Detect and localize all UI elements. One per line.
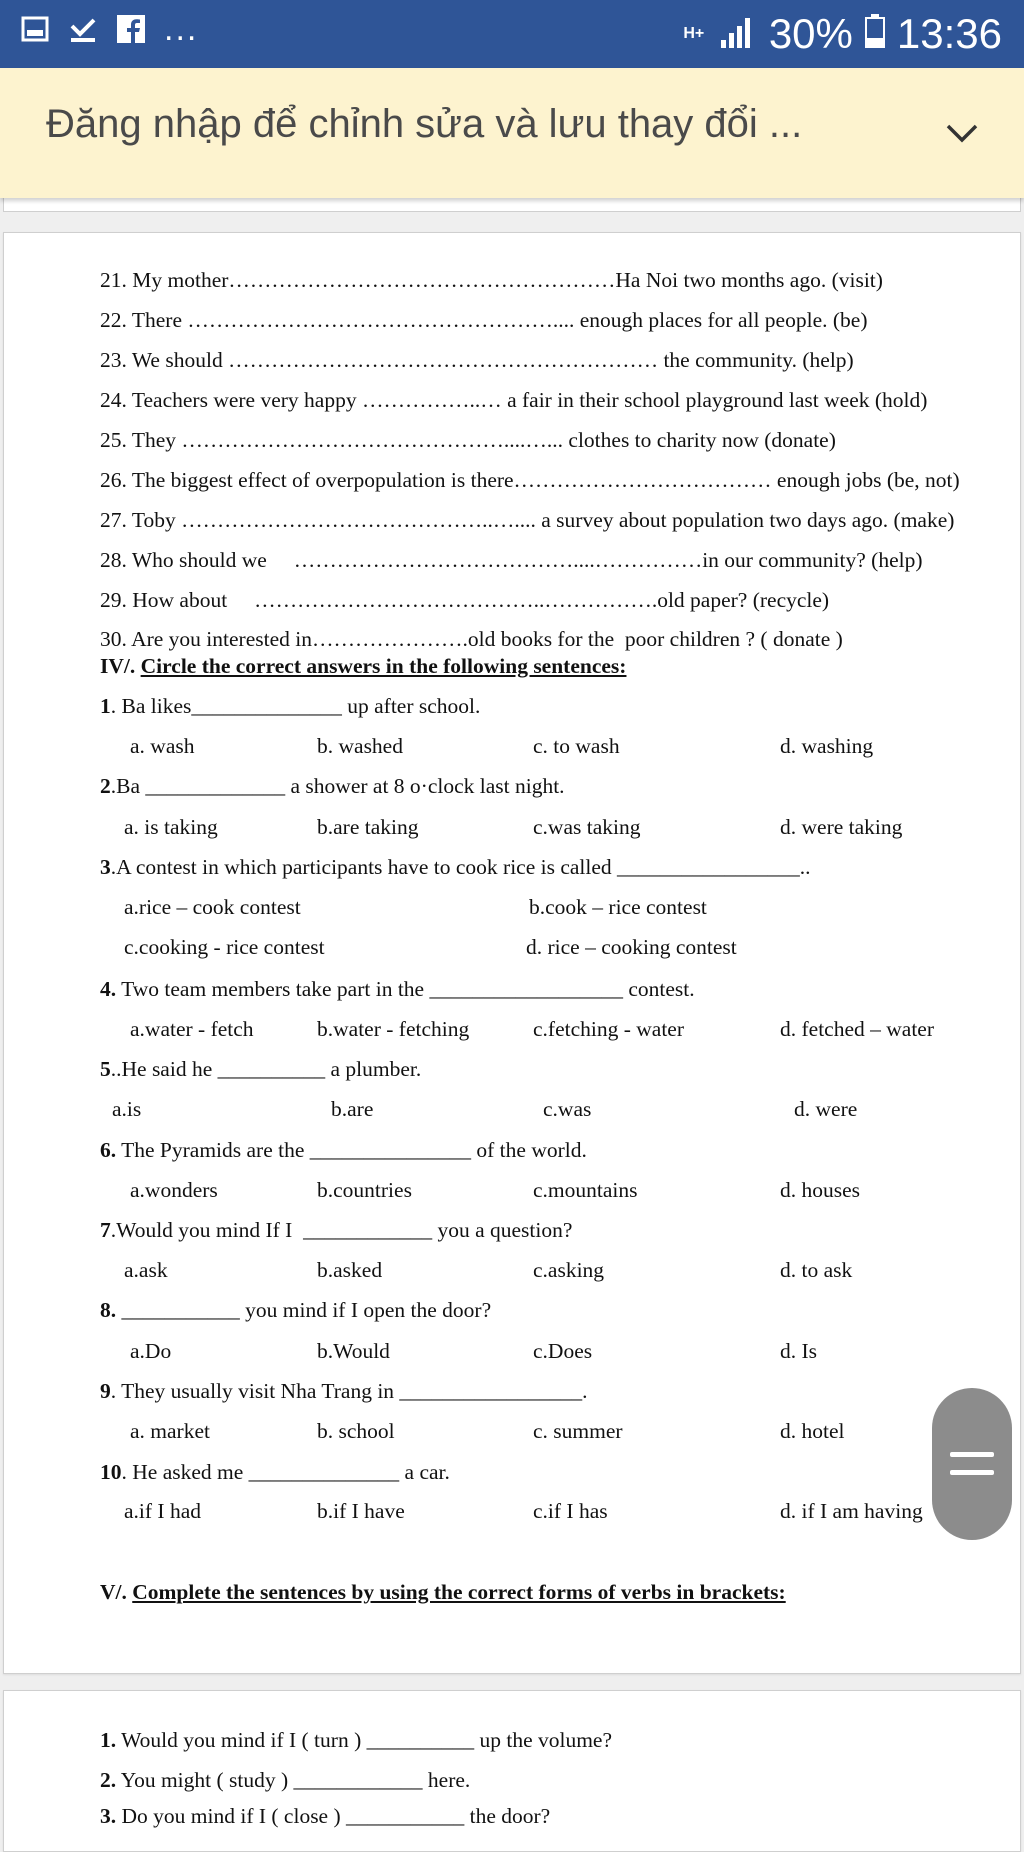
question-7-option-a: a.ask <box>124 1258 168 1282</box>
grip-line-icon <box>950 1470 994 1475</box>
question-1-option-b: b. washed <box>317 734 403 758</box>
question-number: 1. <box>100 1728 117 1752</box>
question-2-option-b: b.are taking <box>317 815 419 839</box>
question-3-option-a: a.rice – cook contest <box>124 895 301 919</box>
document-page <box>3 1690 1021 1852</box>
question-4-option-c: c.fetching - water <box>533 1017 685 1041</box>
question-text: . He asked me ______________ a car. <box>121 1460 450 1484</box>
question-4-option-b: b.water - fetching <box>317 1017 470 1041</box>
scroll-handle[interactable] <box>932 1388 1012 1540</box>
facebook-icon <box>116 14 146 44</box>
previous-page-edge <box>3 196 1021 212</box>
question-number: 6. <box>100 1138 117 1162</box>
question-3 <box>100 854 811 880</box>
section-5-prefix: V/. <box>100 1580 133 1604</box>
question-text: The Pyramids are the _______________ of the world. <box>116 1138 587 1162</box>
question-6-option-b: b.countries <box>317 1178 412 1202</box>
question-8-option-d: d. Is <box>780 1339 818 1363</box>
exercise-line-22: 22. There …………………………………………….... enough places for all people. (be) <box>100 308 868 332</box>
question-text: Do you mind if I ( close ) ___________ the door? <box>116 1804 551 1828</box>
question-number: 4. <box>100 977 117 1001</box>
question-text: ___________ you mind if I open the door? <box>116 1298 492 1322</box>
question-10-option-d: d. if I am having <box>780 1499 923 1523</box>
question-9-option-d: d. hotel <box>780 1419 845 1443</box>
exercise-line-29: 29. How about …………………………………..…………….old paper? (recycle) <box>100 588 830 612</box>
question-10-option-c: c.if I has <box>533 1499 608 1523</box>
question-9-option-b: b. school <box>317 1419 395 1443</box>
section-5-heading <box>100 1579 786 1605</box>
question-9 <box>100 1378 588 1404</box>
question-1-option-d: d. washing <box>780 734 874 758</box>
question-3-option-b: b.cook – rice contest <box>529 895 707 919</box>
question-9-option-c: c. summer <box>533 1419 623 1443</box>
question-text: .Ba _____________ a shower at 8 o·clock last night. <box>110 774 565 798</box>
battery-icon <box>865 10 885 58</box>
page2-line-3 <box>100 1803 550 1829</box>
section-4-prefix: IV/. <box>100 654 141 678</box>
question-8-option-a: a.Do <box>130 1339 172 1363</box>
exercise-line-23: 23. We should …………………………………………………… the community. (help) <box>100 348 854 372</box>
question-4-option-a: a.water - fetch <box>130 1017 254 1041</box>
question-10-option-a: a.if I had <box>124 1499 202 1523</box>
question-number: 2. <box>100 1768 117 1792</box>
exercise-line-21: 21. My mother………………………………………………Ha Noi two months ago. (visit) <box>100 268 883 292</box>
chevron-down-icon[interactable] <box>942 114 982 154</box>
question-text: Two team members take part in the __________________ contest. <box>116 977 695 1001</box>
image-icon <box>20 14 50 44</box>
question-3-option-d: d. rice – cooking contest <box>526 935 737 959</box>
signal-icon <box>719 10 757 58</box>
question-number: 3. <box>100 1804 117 1828</box>
clock-time: 13:36 <box>896 10 1002 57</box>
question-text: . They usually visit Nha Trang in _________________. <box>110 1379 588 1403</box>
question-7-option-d: d. to ask <box>780 1258 853 1282</box>
network-type-indicator: H+ <box>683 25 705 42</box>
page2-line-1 <box>100 1727 612 1753</box>
question-4 <box>100 976 695 1002</box>
question-number: 9 <box>100 1379 111 1403</box>
question-text: ..He said he __________ a plumber. <box>110 1057 422 1081</box>
grip-line-icon <box>950 1452 994 1457</box>
question-4-option-d: d. fetched – water <box>780 1017 935 1041</box>
question-number: 5 <box>100 1057 111 1081</box>
exercise-line-24: 24. Teachers were very happy ……………..… a fair in their school playground last week (hold) <box>100 388 928 412</box>
question-10-option-b: b.if I have <box>317 1499 405 1523</box>
question-8-option-b: b.Would <box>317 1339 390 1363</box>
question-number: 3 <box>100 855 111 879</box>
question-1-option-a: a. wash <box>130 734 195 758</box>
battery-percent: 30% <box>768 10 853 57</box>
question-5-option-d: d. were <box>794 1097 858 1121</box>
sign-in-banner-text[interactable]: Đăng nhập để chỉnh sửa và lưu thay đổi ... <box>46 102 803 146</box>
question-9-option-a: a. market <box>130 1419 210 1443</box>
question-2-option-a: a. is taking <box>124 815 218 839</box>
section-4-title: Circle the correct answers in the following sentences: <box>140 654 627 678</box>
question-number: 1 <box>100 694 111 718</box>
question-5 <box>100 1056 421 1082</box>
question-2-option-c: c.was taking <box>533 815 641 839</box>
question-6-option-a: a.wonders <box>130 1178 218 1202</box>
document-page <box>3 232 1021 1674</box>
exercise-line-26: 26. The biggest effect of overpopulation is there……………………………… enough jobs (be, not) <box>100 468 960 492</box>
question-number: 2 <box>100 774 111 798</box>
page2-line-2 <box>100 1767 470 1793</box>
exercise-line-27: 27. Toby ……………………………………..….... a survey about population two days ago. (make) <box>100 508 955 532</box>
question-number: 10 <box>100 1460 122 1484</box>
question-5-option-a: a.is <box>112 1097 142 1121</box>
question-8 <box>100 1297 491 1323</box>
section-4-heading <box>100 653 626 679</box>
question-number: 8. <box>100 1298 117 1322</box>
exercise-line-25: 25. They ………………………………………....…... clothes to charity now (donate) <box>100 428 836 452</box>
question-2 <box>100 773 565 799</box>
question-3-option-c: c.cooking - rice contest <box>124 935 325 959</box>
question-2-option-d: d. were taking <box>780 815 903 839</box>
question-5-option-c: c.was <box>543 1097 592 1121</box>
more-notifications: ... <box>164 10 199 48</box>
question-number: 7 <box>100 1218 111 1242</box>
question-6-option-d: d. houses <box>780 1178 861 1202</box>
question-1 <box>100 693 480 719</box>
question-6-option-c: c.mountains <box>533 1178 638 1202</box>
question-text: You might ( study ) ____________ here. <box>116 1768 471 1792</box>
status-bar <box>0 0 1024 68</box>
question-7 <box>100 1217 572 1243</box>
question-6 <box>100 1137 587 1163</box>
section-5-title: Complete the sentences by using the correct forms of verbs in brackets: <box>132 1580 786 1604</box>
question-7-option-c: c.asking <box>533 1258 605 1282</box>
exercise-line-28: 28. Who should we …………………………………....……………in our community? (help) <box>100 548 923 572</box>
question-1-option-c: c. to wash <box>533 734 620 758</box>
question-10 <box>100 1459 450 1485</box>
question-text: Would you mind if I ( turn ) __________ up the volume? <box>116 1728 613 1752</box>
question-text: .A contest in which participants have to cook rice is called _________________.. <box>110 855 811 879</box>
sign-in-banner[interactable] <box>0 68 1024 198</box>
question-7-option-b: b.asked <box>317 1258 383 1282</box>
question-8-option-c: c.Does <box>533 1339 593 1363</box>
download-done-icon <box>68 14 98 44</box>
exercise-line-30: 30. Are you interested in………………….old books for the poor children ? ( donate ) <box>100 627 843 651</box>
question-text: . Ba likes______________ up after school. <box>110 694 481 718</box>
question-text: .Would you mind If I ____________ you a question? <box>110 1218 573 1242</box>
question-5-option-b: b.are <box>331 1097 374 1121</box>
